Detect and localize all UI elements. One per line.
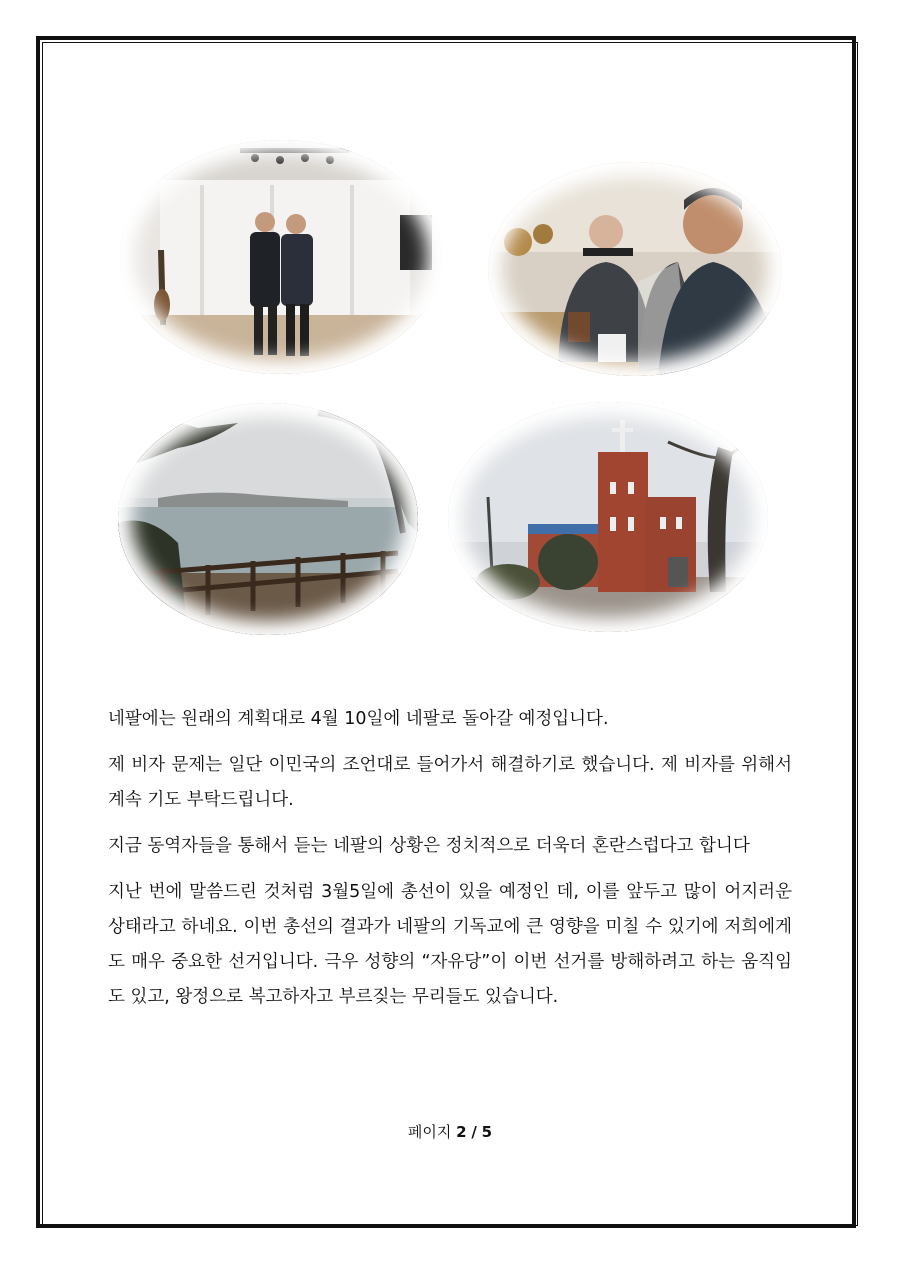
paragraph-visa: 제 비자 문제는 일단 이민국의 조언대로 들어가서 해결하기로 했습니다. 제 비자를 위해서 계속 기도 부탁드립니다.: [108, 755, 792, 810]
photo-two-men-stage: [120, 140, 442, 374]
paragraph-situation: 지금 동역자들을 통해서 듣는 네팔의 상황은 정치적으로 더욱더 혼란스럽다고 합니다: [108, 836, 750, 856]
photo-brick-church: [448, 402, 768, 632]
page-label: 페이지: [407, 1123, 452, 1141]
paragraph-return-plan: 네팔에는 원래의 계획대로 4월 10일에 네팔로 돌아갈 예정입니다.: [108, 709, 609, 729]
letter-body: [108, 702, 792, 1026]
paragraph-election: 지난 번에 말씀드린 것처럼 3월5일에 총선이 있을 예정인 데, 이를 앞두고 많이 어지러운 상태라고 하네요. 이번 총선의 결과가 네팔의 기독교에 큰 영향을 미칠 수 있기에 저희에게도 매우 중요한 선거입니다. 극우 성향의 “자유당”이 이번 선거를 방해하려고 하는 움직임도 있고, 왕정으로 복고하자고 부르짖는 무리들도 있습니다.: [108, 882, 792, 1007]
page-number: [0, 1121, 900, 1142]
page-current: 2: [456, 1123, 467, 1141]
photo-coast-pines: [118, 403, 418, 635]
photo-selfie-cafe: [488, 162, 782, 376]
page-separator: /: [471, 1123, 477, 1141]
page-total: 5: [481, 1123, 493, 1141]
